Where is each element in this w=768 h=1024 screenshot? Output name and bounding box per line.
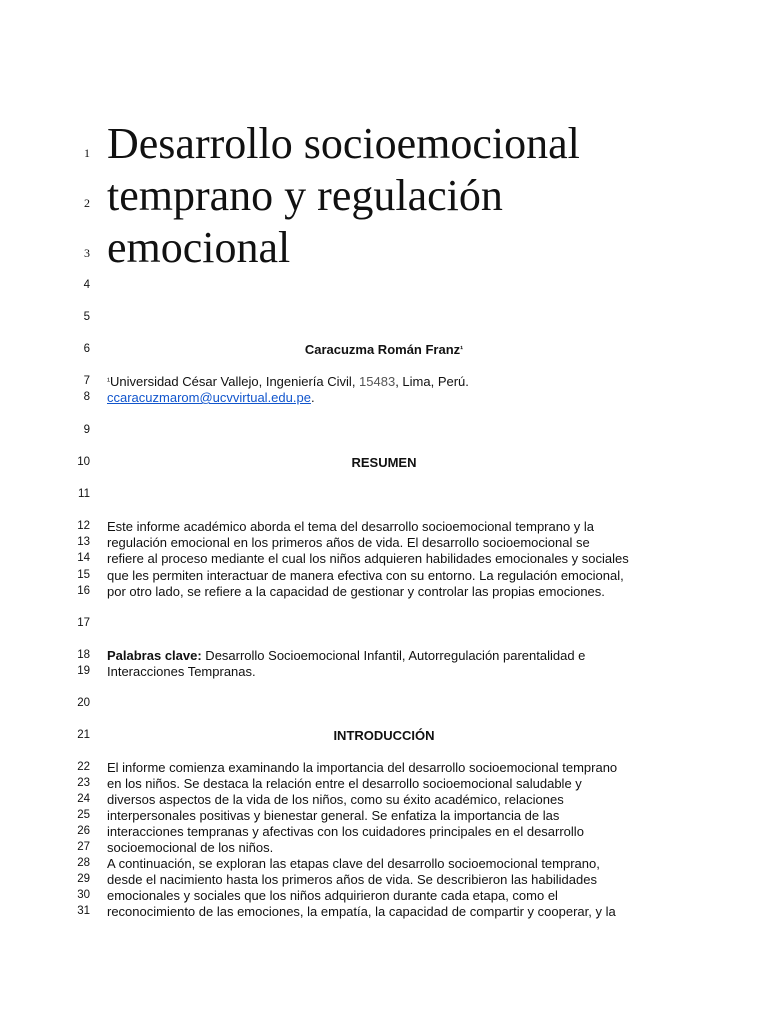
affiliation-text-end: , Lima, Perú. [395,374,469,389]
line-number: 28 [77,857,90,869]
intro-line: A continuación, se exploran las etapas clave del desarrollo socioemocional temprano, [107,856,600,871]
intro-line: emocionales y sociales que los niños adquirieron durante cada etapa, como el [107,888,558,903]
resumen-line: refiere al proceso mediante el cual los niños adquieren habilidades emocionales y sociales [107,551,629,566]
resumen-heading: RESUMEN [351,455,417,470]
line-number: 10 [77,456,90,468]
intro-heading: INTRODUCCIÓN [333,728,435,743]
line-number: 16 [77,585,90,597]
line-number: 21 [77,729,90,741]
line-number: 20 [77,697,90,709]
line-number: 22 [77,761,90,773]
intro-line: interacciones tempranas y afectivas con los cuidadores principales en el desarrollo [107,824,584,839]
line-number: 5 [83,311,90,323]
author-text: Caracuzma Román Franz [304,342,461,357]
resumen-line: regulación emocional en los primeros años de vida. El desarrollo socioemocional se [107,535,590,550]
email-line [107,390,315,406]
email-link[interactable]: ccaracuzmarom@ucvvirtual.edu.pe [107,390,311,405]
keywords-line [107,648,585,664]
line-number: 15 [77,569,90,581]
title-line: temprano y regulación [107,171,503,220]
keywords-label: Palabras clave: [107,648,202,663]
title-line: emocional [107,223,291,272]
line-number: 6 [83,343,90,355]
line-number: 29 [77,873,90,885]
line-number: 14 [77,552,90,564]
line-number: 12 [77,520,90,532]
affiliation-code: 15483 [359,374,396,389]
author-superscript: ¹ [460,344,464,354]
line-number: 23 [77,777,90,789]
affiliation-superscript: ¹ [107,376,110,386]
line-number: 30 [77,889,90,901]
intro-line: desde el nacimiento hasta los primeros años de vida. Se describieron las habilidades [107,872,597,887]
affiliation-text: Universidad César Vallejo, Ingeniería Civil, [110,374,360,389]
email-tail: . [310,390,315,405]
line-number: 13 [77,536,90,548]
line-number: 2 [84,196,90,210]
line-number: 4 [83,279,90,291]
line-number: 9 [83,424,90,436]
affiliation [107,374,469,390]
line-number: 26 [77,825,90,837]
intro-line: en los niños. Se destaca la relación entre el desarrollo socioemocional saludable y [107,776,582,791]
resumen-line: que les permiten interactuar de manera efectiva con su entorno. La regulación emocional, [107,568,624,583]
line-number: 18 [77,649,90,661]
intro-line: El informe comienza examinando la importancia del desarrollo socioemocional temprano [107,760,618,775]
line-number: 3 [84,246,90,260]
intro-line: socioemocional de los niños. [107,840,274,855]
line-number: 1 [84,146,90,160]
intro-line: interpersonales positivas y bienestar general. Se enfatiza la importancia de las [107,808,560,823]
keywords-text: Desarrollo Socioemocional Infantil, Autorregulación parentalidad e [201,648,586,663]
author-name [107,342,661,358]
line-number: 7 [83,375,90,387]
keywords-line: Interacciones Tempranas. [107,664,256,679]
intro-line: reconocimiento de las emociones, la empatía, la capacidad de compartir y cooperar, y la [107,904,616,919]
resumen-line: Este informe académico aborda el tema del desarrollo socioemocional temprano y la [107,519,595,534]
line-number: 11 [78,488,90,500]
line-number: 31 [77,905,90,917]
line-number: 27 [77,841,90,853]
line-number: 19 [77,665,90,677]
line-number: 8 [83,391,90,403]
line-number: 24 [77,793,90,805]
title-line: Desarrollo socioemocional [107,119,580,168]
resumen-line: por otro lado, se refiere a la capacidad de gestionar y controlar las propias emociones. [107,584,605,599]
document-title [107,118,747,274]
line-number: 17 [77,617,90,629]
intro-line: diversos aspectos de la vida de los niños, como su éxito académico, relaciones [107,792,564,807]
line-number: 25 [77,809,90,821]
